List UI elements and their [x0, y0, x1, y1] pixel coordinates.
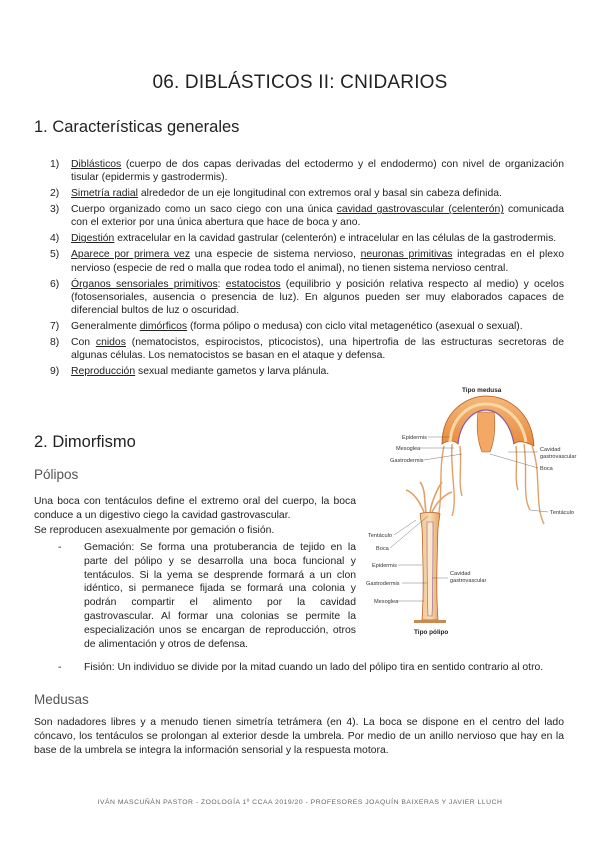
list-item: 6) Órganos sensoriales primitivos: estatocistos (equilibrio y posición relativa respecto al medio) y ocelos (fotosensoriales, ausencia o presencia de luz). En algunos pueden ser muy elaborados capaces de diferencial bultos de luz o oscuridad.: [50, 278, 565, 317]
label-gastrodermis: Gastrodermis: [390, 458, 424, 464]
cnidarian-diagram: [358, 382, 590, 640]
list-item: 2) Simetría radial alrededor de un eje longitudinal con extremos oral y basal sin cabeza definida.: [50, 188, 502, 200]
gemacion-item: - Gemación: Se forma una protuberancia de tejido en la parte del pólipo y se desarrolla una boca funcional y tentáculos. Si la yema se desprende formará a un clon idéntico, si permanece fijada se formará una colonia y podrán compartir el alimento por la cavidad gastrovascular. Al formar una colonias se permite la especialización unos se encargan de reproducción, otros de alimentación y otros de defensa.: [58, 542, 356, 650]
label-p-mesoglea: Mesoglea: [374, 599, 399, 605]
label-p-tentaculo: Tentáculo: [368, 533, 392, 539]
label-p-cavidad-2: gastrovascular: [450, 578, 487, 584]
cnidarian-diagram-svg: [358, 382, 590, 640]
label-boca: Boca: [540, 466, 553, 472]
polyp-base: [414, 620, 446, 623]
medusas-text: Son nadadores libres y a menudo tienen simetría tetrámera (en 4). La boca se dispone en el centro del lado cóncavo, los tentáculos se prolongan al exterior desde la umbrela. Por medio de un anillo nervioso que hay en la base de la umbrela se integra la información sensorial y la respuesta motora.: [34, 717, 564, 756]
label-epidermis: Epidermis: [402, 435, 427, 441]
polipos-intro: Una boca con tentáculos define el extremo oral del cuerpo, la boca conduce a un digestivo ciego la cavidad gastrovascular.: [34, 496, 356, 521]
label-p-boca: Boca: [376, 546, 389, 552]
list-item: 4) Digestión extracelular en la cavidad gastrular (celenterón) e intracelular en las células de la gastrodermis.: [50, 233, 557, 245]
label-cavidad: Cavidad: [540, 447, 561, 453]
list-item: 8) Con cnidos (nematocistos, espirocistos, pticocistos), una hipertrofia de las estructuras secretoras de algunas células. Los nematocistos se basan en el ataque y defensa.: [50, 337, 564, 362]
polyp-cavity: [427, 522, 433, 616]
label-tipo-polipo: Tipo pólipo: [414, 629, 449, 636]
label-p-epidermis: Epidermis: [372, 563, 397, 569]
polipos-repro: Se reproducen asexualmente por gemación o fisión.: [34, 525, 275, 536]
page-footer: IVÁN MASCUÑÁN PASTOR - ZOOLOGÍA 1º CCAA 2019/20 - PROFESORES JOAQUÍN BAIXERAS Y JAVIER LLUCH: [97, 799, 503, 806]
label-cavidad-2: gastrovascular: [540, 454, 577, 460]
list-item: 7) Generalmente dimórficos (forma pólipo o medusa) con ciclo vital metagenético (asexual o sexual).: [50, 321, 523, 333]
label-tentaculo: Tentáculo: [550, 510, 574, 516]
subheading-polipos: Pólipos: [34, 467, 79, 482]
page-title: 06. DIBLÁSTICOS II: CNIDARIOS: [152, 72, 448, 93]
medusa-manubrium: [477, 412, 495, 452]
subheading-medusas: Medusas: [34, 692, 89, 707]
fision-item: - Fisión: Un individuo se divide por la mitad cuando un lado del pólipo tira en sentido contrario al otro.: [58, 662, 544, 673]
medusa-tentacles: [436, 444, 544, 524]
characteristics-list: [34, 158, 564, 381]
label-p-cavidad: Cavidad: [450, 571, 471, 577]
section-heading-caracteristicas: 1. Características generales: [34, 118, 240, 136]
list-item: 9) Reproducción sexual mediante gametos y larva plánula.: [50, 366, 330, 378]
label-mesoglea: Mesoglea: [396, 446, 421, 452]
polyp-tentacles: [406, 482, 452, 512]
list-item: 3) Cuerpo organizado como un saco ciego con una única cavidad gastrovascular (celenterón) comunicada con el exterior por una única abertura que hace de boca y ano.: [50, 204, 564, 229]
list-item: 1) Diblásticos (cuerpo de dos capas derivadas del ectodermo y el endodermo) con nivel de organización tisular (epidermis y gastrodermis).: [50, 159, 564, 184]
section-heading-dimorfismo: 2. Dimorfismo: [34, 433, 136, 451]
label-tipo-medusa: Tipo medusa: [462, 387, 502, 394]
label-p-gastrodermis: Gastrodermis: [366, 581, 400, 587]
list-item: 5) Aparece por primera vez una especie de sistema nervioso, neuronas primitivas integradas en el plexo nervioso (especie de red o malla que rodea todo el animal), no tienen sistema nervioso central.: [50, 249, 565, 274]
